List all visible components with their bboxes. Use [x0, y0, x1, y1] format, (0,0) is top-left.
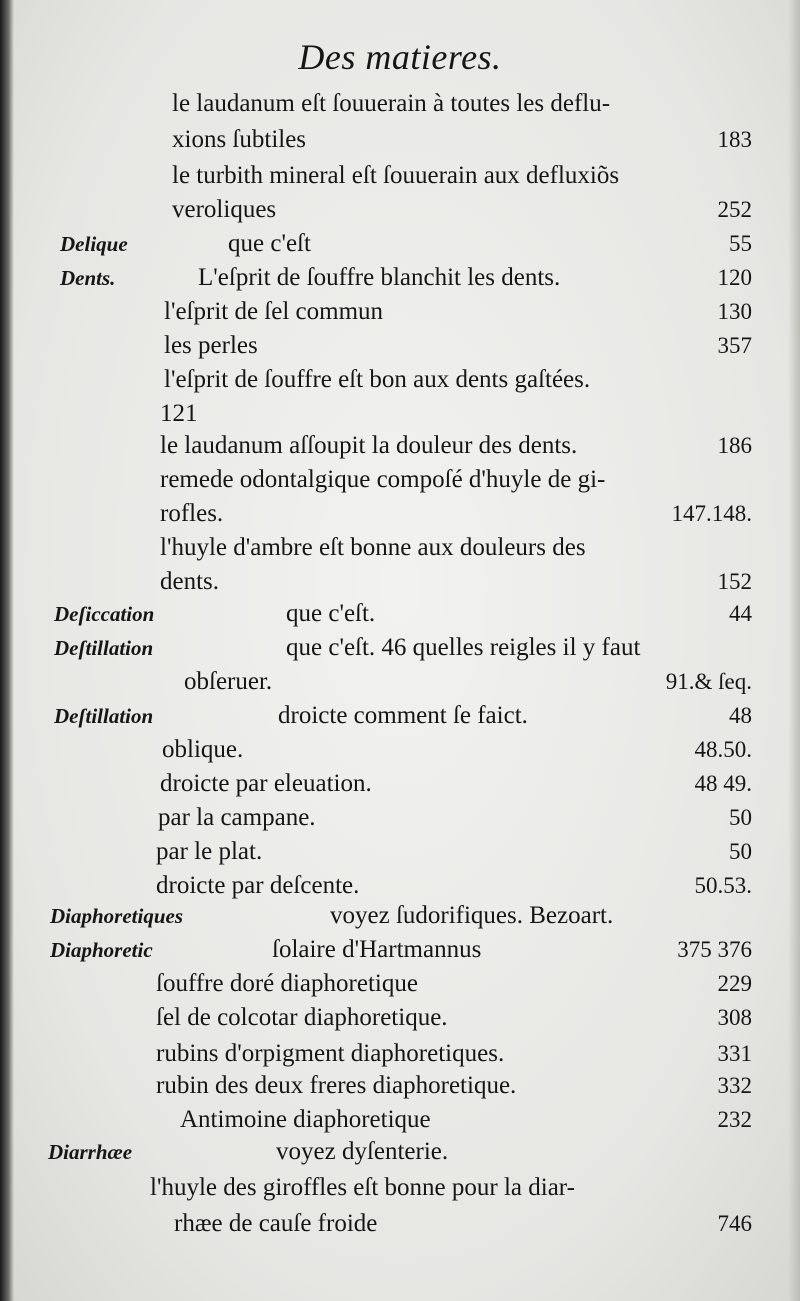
index-line — [0, 530, 800, 566]
index-term: Deſiccation — [54, 602, 155, 626]
page-reference: 147.148. — [671, 501, 752, 526]
page-reference: 229 — [717, 971, 752, 996]
index-entry-text: ſolaire d'Hartmannus — [272, 936, 482, 963]
index-line — [0, 496, 800, 532]
index-entry-text: le laudanum aſſoupit la douleur des dents. — [160, 432, 578, 459]
index-entry-text: veroliques — [172, 196, 277, 223]
index-line — [0, 932, 800, 968]
index-entry-text: rhæe de cauſe froide — [174, 1210, 378, 1237]
page-reference: 50 — [729, 839, 752, 864]
index-entry-text: l'huyle des giroffles eſt bonne pour la diar- — [150, 1174, 575, 1201]
index-entry-text: que c'eſt — [228, 230, 311, 257]
index-entry-text: l'eſprit de ſel commun — [164, 298, 384, 325]
index-line — [0, 1102, 800, 1138]
index-entry-text: rubins d'orpigment diaphoretiques. — [156, 1040, 505, 1067]
index-line — [0, 428, 800, 464]
index-entry-text: L'eſprit de ſouffre blanchit les dents. — [198, 264, 561, 291]
index-line — [0, 766, 800, 802]
index-line — [0, 664, 800, 700]
page-reference: 183 — [717, 127, 752, 152]
index-entry-text: rofles. — [160, 500, 224, 527]
page-reference: 332 — [717, 1073, 752, 1098]
index-entry-text: droicte par eleuation. — [160, 770, 372, 797]
index-entry-text: droicte par deſcente. — [156, 872, 360, 899]
page-reference: 357 — [717, 333, 752, 358]
index-line — [0, 86, 800, 122]
index-entry-text: Antimoine diaphoretique — [180, 1106, 431, 1133]
page-reference: 375 376 — [677, 937, 752, 962]
page-reference: 308 — [717, 1005, 752, 1030]
index-entry-text: que c'eſt. 46 quelles reigles il y faut — [286, 634, 641, 661]
index-line — [0, 1170, 800, 1206]
index-line — [0, 192, 800, 228]
page-reference: 48 — [729, 703, 752, 728]
index-line — [0, 800, 800, 836]
index-entry-text: voyez dyſenterie. — [276, 1138, 449, 1165]
page-reference: 91.& ſeq. — [665, 669, 752, 694]
page-reference: 232 — [717, 1107, 752, 1132]
page-reference: 152 — [717, 569, 752, 594]
index-line — [0, 898, 800, 934]
page-reference: 252 — [717, 197, 752, 222]
index-term: Diarrhæe — [48, 1140, 133, 1164]
index-entry-text: par la campane. — [158, 804, 316, 831]
index-line — [0, 1000, 800, 1036]
page-reference: 331 — [717, 1041, 752, 1066]
running-header: Des matieres. — [298, 37, 502, 77]
index-entry-text: rubin des deux freres diaphoretique. — [156, 1072, 517, 1099]
index-line — [0, 226, 800, 262]
index-entry-text: ſel de colcotar diaphoretique. — [156, 1004, 448, 1031]
index-entry-text: remede odontalgique compoſé d'huyle de gi- — [160, 466, 606, 493]
index-line — [0, 362, 800, 398]
index-entry-text: que c'eſt. — [286, 600, 376, 627]
index-line — [0, 122, 800, 158]
index-line — [0, 564, 800, 600]
index-entry-text: ſouffre doré diaphoretique — [156, 970, 418, 997]
index-line — [0, 1068, 800, 1104]
index-line — [0, 596, 800, 632]
index-entry-text: le laudanum eſt ſouuerain à toutes les deflu- — [172, 90, 611, 117]
index-entry-text: oblique. — [162, 736, 244, 763]
index-term: Diaphoretiques — [50, 904, 184, 928]
index-line — [0, 328, 800, 364]
index-entry-text: dents. — [160, 568, 220, 595]
page-reference: 55 — [729, 231, 752, 256]
page-reference: 48.50. — [694, 737, 752, 762]
index-entry-text: voyez ſudorifiques. Bezoart. — [330, 902, 614, 929]
index-line — [0, 294, 800, 330]
page-reference: 130 — [717, 299, 752, 324]
page-reference: 120 — [717, 265, 752, 290]
index-term: Deſtillation — [54, 704, 154, 728]
index-line — [0, 834, 800, 870]
index-line — [0, 462, 800, 498]
index-line — [0, 732, 800, 768]
index-entry-text: l'huyle d'ambre eſt bonne aux douleurs des — [160, 534, 586, 561]
index-line — [0, 698, 800, 734]
index-entry-text: les perles — [164, 332, 258, 359]
page-reference: 746 — [717, 1211, 752, 1236]
index-line — [0, 260, 800, 296]
page-reference: 48 49. — [694, 771, 752, 796]
page-reference: 50 — [729, 805, 752, 830]
index-line — [0, 966, 800, 1002]
page-reference: 186 — [717, 433, 752, 458]
index-term: Diaphoretic — [50, 938, 153, 962]
index-entry-text: obſeruer. — [184, 668, 273, 695]
index-line — [0, 630, 800, 666]
page-reference: 44 — [729, 601, 752, 626]
index-entry-text: par le plat. — [156, 838, 263, 865]
index-term: Delique — [60, 232, 128, 256]
index-term: Deſtillation — [54, 636, 154, 660]
index-line — [0, 1036, 800, 1072]
index-line — [0, 158, 800, 194]
index-term: Dents. — [60, 266, 116, 290]
index-entry-text: l'eſprit de ſouffre eſt bon aux dents gaſtées. — [164, 366, 591, 393]
index-line — [0, 396, 800, 432]
index-line — [0, 1134, 800, 1170]
index-line — [0, 1206, 800, 1242]
index-entry-text: xions ſubtiles — [172, 126, 307, 153]
index-entry-text: droicte comment ſe faict. — [278, 702, 528, 729]
index-entry-text: 121 — [160, 400, 198, 427]
index-entry-text: le turbith mineral eſt ſouuerain aux defluxiõs — [172, 162, 620, 189]
page-reference: 50.53. — [694, 873, 752, 898]
